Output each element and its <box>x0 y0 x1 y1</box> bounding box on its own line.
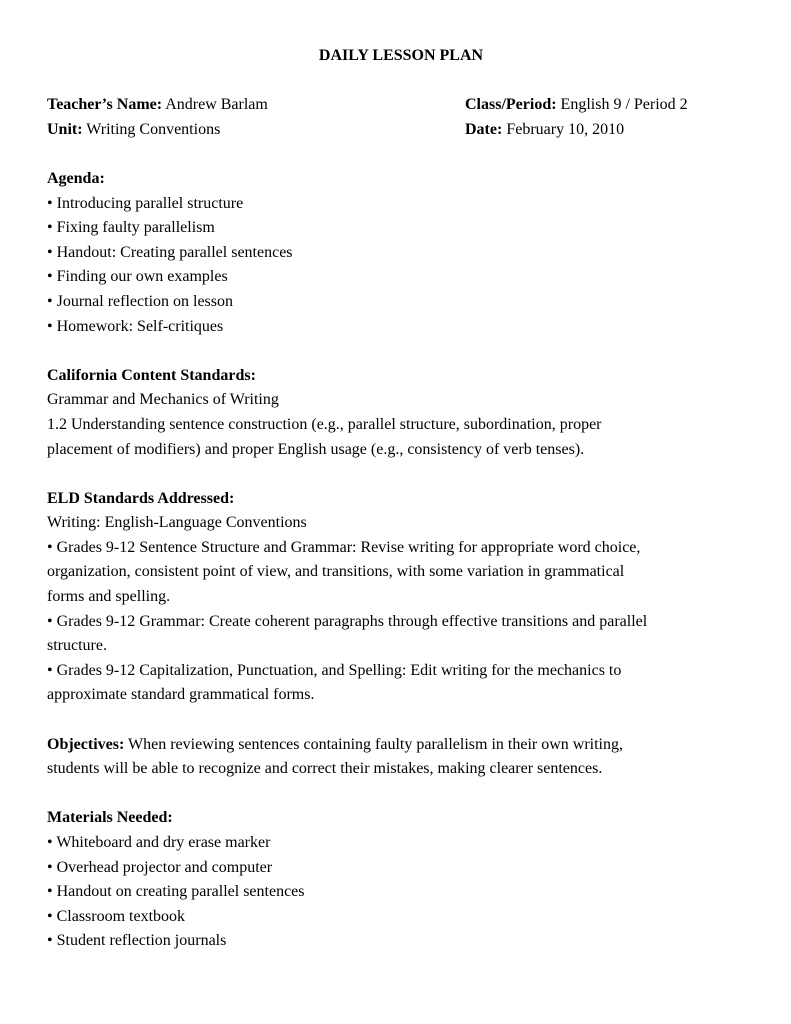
objectives-line <box>47 733 747 758</box>
agenda-item: • Introducing parallel structure <box>47 192 747 217</box>
eld-standards-heading: ELD Standards Addressed: <box>47 489 235 507</box>
eld-standard-item: • Grades 9-12 Sentence Structure and Grammar: Revise writing for appropriate word choice, <box>47 536 747 561</box>
agenda-item: • Finding our own examples <box>47 265 747 290</box>
lesson-plan-page <box>47 44 747 954</box>
agenda-heading: Agenda: <box>47 169 105 187</box>
class-value: English 9 / Period 2 <box>560 96 688 114</box>
materials-item: • Whiteboard and dry erase marker <box>47 831 747 856</box>
eld-standards-subheading: Writing: English-Language Conventions <box>47 514 307 532</box>
agenda-item: • Homework: Self-critiques <box>47 315 747 340</box>
eld-standard-continuation: organization, consistent point of view, and transitions, with some variation in grammatical <box>47 563 625 581</box>
agenda-item: • Fixing faulty parallelism <box>47 216 747 241</box>
materials-item: • Handout on creating parallel sentences <box>47 880 747 905</box>
header-info <box>47 93 747 142</box>
eld-standard-continuation: forms and spelling. <box>47 588 171 606</box>
agenda-section <box>47 167 747 339</box>
objectives-text-line2: students will be able to recognize and correct their mistakes, making clearer sentences. <box>47 760 603 778</box>
header-row-1 <box>47 93 747 118</box>
eld-standard-continuation: structure. <box>47 637 107 655</box>
eld-standard-continuation: approximate standard grammatical forms. <box>47 686 315 704</box>
class-label: Class/Period: <box>465 96 557 114</box>
ca-standards-text: placement of modifiers) and proper English usage (e.g., consistency of verb tenses). <box>47 440 585 458</box>
objectives-section <box>47 733 747 782</box>
agenda-item: • Handout: Creating parallel sentences <box>47 241 747 266</box>
date-label: Date: <box>465 120 503 138</box>
teacher-name <box>47 93 268 118</box>
eld-standard-item: • Grades 9-12 Capitalization, Punctuation, and Spelling: Edit writing for the mechanics to <box>47 659 747 684</box>
unit-value: Writing Conventions <box>86 120 221 138</box>
unit <box>47 118 220 143</box>
objectives-label: Objectives: <box>47 735 125 753</box>
materials-item: • Classroom textbook <box>47 905 747 930</box>
date <box>465 118 624 143</box>
unit-label: Unit: <box>47 120 83 138</box>
objectives-text: When reviewing sentences containing faulty parallelism in their own writing, <box>124 735 623 753</box>
materials-heading: Materials Needed: <box>47 809 173 827</box>
class-period <box>465 93 688 118</box>
date-value: February 10, 2010 <box>506 120 625 138</box>
ca-standards-section <box>47 364 747 462</box>
document-title: DAILY LESSON PLAN <box>318 47 484 64</box>
materials-item: • Student reflection journals <box>47 929 747 954</box>
eld-standard-item: • Grades 9-12 Grammar: Create coherent paragraphs through effective transitions and parallel <box>47 610 747 635</box>
header-row-2 <box>47 118 747 143</box>
ca-standards-text: 1.2 Understanding sentence construction (e.g., parallel structure, subordination, proper <box>47 415 602 433</box>
teacher-value: Andrew Barlam <box>165 96 268 114</box>
ca-standards-subheading: Grammar and Mechanics of Writing <box>47 391 279 409</box>
ca-standards-heading: California Content Standards: <box>47 366 256 384</box>
agenda-item: • Journal reflection on lesson <box>47 290 747 315</box>
eld-standards-section <box>47 487 747 708</box>
materials-section <box>47 806 747 954</box>
materials-item: • Overhead projector and computer <box>47 856 747 881</box>
teacher-label: Teacher’s Name: <box>47 96 163 114</box>
